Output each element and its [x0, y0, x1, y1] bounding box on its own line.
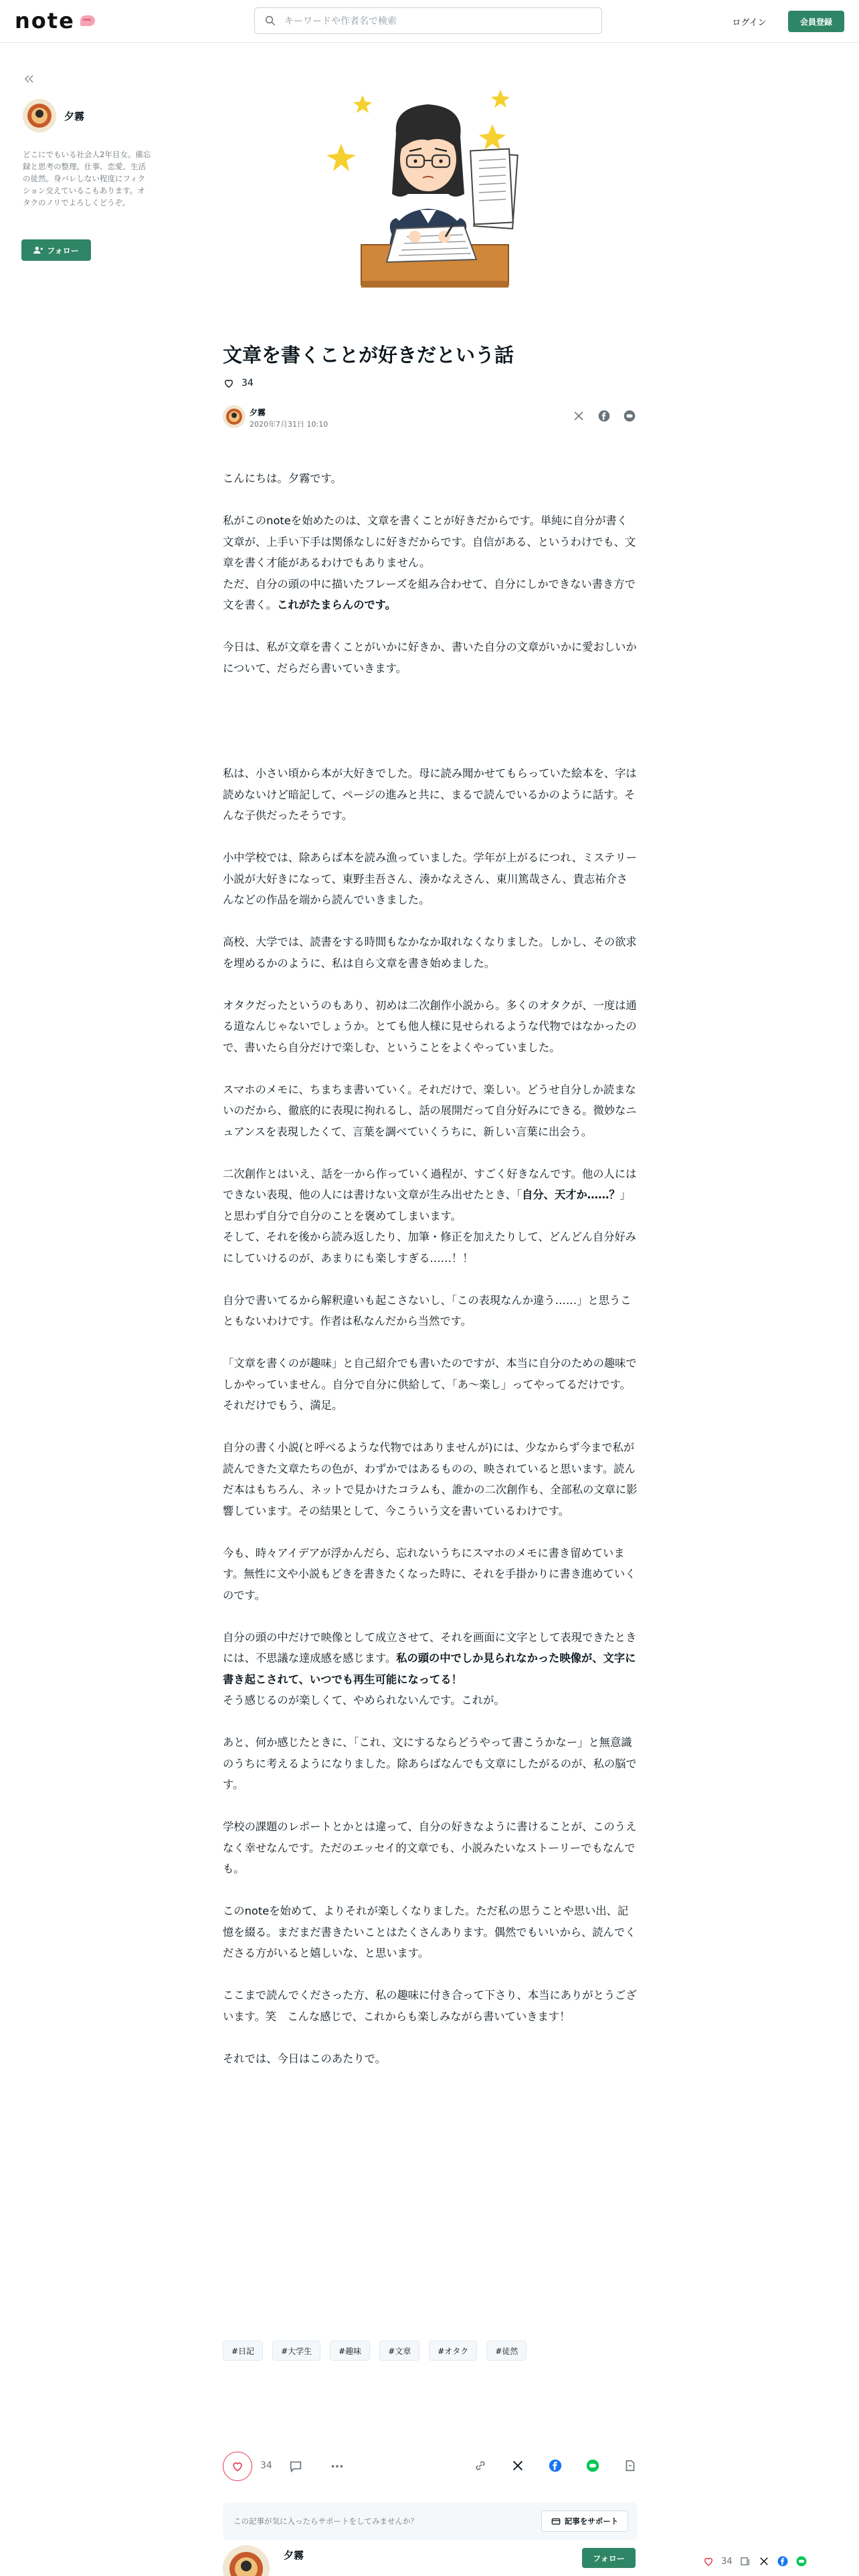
support-box [223, 2502, 638, 2540]
hero-illustration [321, 80, 542, 301]
collapse-sidebar-icon[interactable] [23, 72, 36, 86]
paragraph: スマホのメモに、ちまちま書いていく。それだけで、楽しい。どうせ自分しか読まないのだから、徹底的に表現に拘れるし、話の展開だって自分好みにできる。微妙なニュアンスを表現したくて、言葉を調べていくうちに、新しい言葉に出会う。 [223, 1083, 637, 1138]
hashtag[interactable]: #徒然 [486, 2341, 527, 2361]
more-options-icon[interactable] [330, 2459, 345, 2474]
paragraph: 「文章を書くのが趣味」と自己紹介でも書いたのですが、本当に自分のための趣味でしかやっていません。自分で自分に供給して、「あ〜楽し」ってやってるだけです。それだけでもう、満足。 [223, 1357, 637, 1412]
paragraph: 自分の書く小説(と呼べるような代物ではありませんが)には、少なからず今まで私が読んできた文章たちの色が、わずかではあるものの、映されていると思います。読んだ本はもちろん、ネットで見かけたコラムも、誰かの二次創作も、全部私の文章に影響しています。その結果として、今こういう文を書いているわけです。 [223, 1441, 638, 1517]
hashtag[interactable]: #大学生 [272, 2341, 320, 2361]
logo[interactable] [15, 9, 95, 32]
heart-icon [223, 377, 235, 389]
article-author-row [223, 405, 638, 432]
logo-mark-icon [80, 15, 95, 26]
line-share-icon[interactable] [585, 2458, 600, 2473]
author-name[interactable]: 夕霧 [250, 408, 266, 417]
signup-button[interactable]: 会員登録 [788, 11, 844, 32]
login-button[interactable]: ログイン [725, 11, 773, 32]
writing-paper-icon [387, 226, 476, 262]
bottom-author-name[interactable]: 夕霧 [284, 2549, 304, 2561]
bottom-author-avatar[interactable] [223, 2545, 270, 2576]
paragraph: 私は、小さい頃から本が大好きでした。母に読み聞かせてもらっていた絵本を、字は読めないけど暗記して、ページの進みと共に、まるで読んでいるかのように話す。そんな子供だったそうです。 [223, 767, 637, 822]
paragraph: このnoteを始めて、よりそれが楽しくなりました。ただ私の思うことや思い出、記憶を綴る。まだまだ書きたいことはたくさんあります。偶然でもいいから、読んでくださる方がいると嬉しいな、と思います。 [223, 1905, 636, 1959]
magazine-icon[interactable] [739, 2555, 751, 2567]
facebook-share-icon[interactable] [597, 409, 611, 423]
paragraph: ここまで読んでくださった方、私の趣味に付き合って下さり、本当にありがとうございます。笑 こんな感じで、これからも楽しみながら書いていきます！ [223, 1989, 637, 2023]
article-like-summary[interactable] [223, 377, 254, 389]
search-placeholder: キーワードや作者名で検索 [284, 16, 397, 27]
facebook-share-icon[interactable] [548, 2458, 563, 2473]
support-icon [551, 2516, 561, 2526]
article-title: 文章を書くことが好きだという話 [223, 344, 514, 366]
paragraph: 今日は、私が文章を書くことがいかに好きか、書いた自分の文章がいかに愛おしいかについて、だらだら書いていきます。 [223, 641, 637, 675]
support-button-label: 記事をサポート [564, 2516, 619, 2526]
floating-like-count: 34 [721, 2556, 733, 2567]
copy-link-icon[interactable] [473, 2458, 488, 2473]
line-share-icon[interactable] [623, 409, 636, 423]
line-share-icon[interactable] [795, 2555, 807, 2567]
paragraph: 高校、大学では、読書をする時間もなかなか取れなくなりました。しかし、その欲求を埋めるかのように、私は自ら文章を書き始めました。 [223, 936, 637, 970]
search-icon [264, 15, 276, 27]
paragraph: 学校の課題のレポートとかとは違って、自分の好きなように書けることが、このうえなく幸せなんです。ただのエッセイ的文章でも、小説みたいなストーリーでもなんでも。 [223, 1820, 637, 1875]
paragraph: こんにちは。夕霧です。 [223, 472, 342, 485]
heart-icon[interactable] [702, 2555, 714, 2567]
sparkle-icon [479, 124, 506, 150]
facebook-share-icon[interactable] [777, 2555, 789, 2567]
comment-icon[interactable] [288, 2459, 303, 2474]
x-share-icon[interactable] [572, 409, 585, 423]
author-avatar[interactable] [223, 405, 246, 428]
support-button[interactable] [541, 2510, 628, 2532]
hashtag[interactable]: #日記 [223, 2341, 263, 2361]
x-share-icon[interactable] [510, 2458, 525, 2473]
paragraph: あと、何か感じたときに、「これ、文にするならどうやって書こうかなー」と無意識のうちに考えるようになりました。除あらばなんでも文章にしたがるのが、私の脳です。 [223, 1736, 637, 1791]
like-button[interactable] [223, 2452, 252, 2481]
paper-stack-icon [470, 149, 518, 229]
hashtag[interactable]: #文章 [379, 2341, 419, 2361]
logo-text: note [15, 8, 75, 33]
hashtag[interactable]: #オタク [429, 2341, 477, 2361]
site-header [0, 0, 859, 43]
publish-date: 2020年7月31日 10:10 [250, 420, 328, 429]
paragraph: それでは、今日はこのあたりで。 [223, 2052, 386, 2065]
sparkle-icon [326, 144, 356, 171]
hashtag-list [223, 2341, 527, 2361]
sidebar-follow-label: フォロー [47, 245, 79, 255]
share-buttons-bottom [473, 2458, 638, 2473]
sidebar-bio: どこにでもいる社会人2年目女。備忘録と思考の整理。仕事、恋愛、生活の徒然。身バレしない程度にフィクション交えているこもあります。オタクのノリでよろしくどうぞ。 [23, 150, 151, 207]
paragraph: 二次創作とはいえ、話を一から作っていく過程が、すごく好きなんです。他の人にはできない表現、他の人には書けない文章が生み出せたとき、「自分、天才か……？」と思わず自分で自分のことを褒めてしまいます。 そして、それを後から読み返したり、加筆・修正を加えたりして、どんどん自分好みにしていけるのが、あまりにも楽しすぎる……！！ [223, 1167, 637, 1265]
sidebar-follow-button[interactable] [21, 239, 91, 261]
like-count: 34 [260, 2460, 272, 2471]
paragraph: 小中学校では、除あらば本を読み漁っていました。学年が上がるにつれ、ミステリー小説が大好きになって、東野圭吾さん、湊かなえさん、東川篤哉さん、貴志祐介さんなどの作品を端から読んでいきました。 [223, 851, 638, 906]
paragraph: オタクだったというのもあり、初めは二次創作小説から。多くのオタクが、一度は通る道なんじゃないでしょうか。とても他人様に見せられるような代物ではなかったので、書いたら自分だけで楽しむ、ということをよくやっていました。 [223, 998, 637, 1054]
paragraph: 今も、時々アイデアが浮かんだら、忘れないうちにスマホのメモに書き留めています。無性に文や小説もどきを書きたくなった時に、それを手掛かりに書き進めていくのです。 [223, 1546, 636, 1602]
support-prompt: この記事が気に入ったらサポートをしてみませんか？ [233, 2516, 418, 2526]
floating-action-bar [702, 2547, 859, 2576]
paragraph: 自分の頭の中だけで映像として成立させて、それを画面に文字として表現できたときには、不思議な達成感を感じます。私の頭の中でしか見られなかった映像が、文字に書き起こされて、いつでも再生可能になってる！ そう感じるのが楽しくて、やめられないんです。これが。 [223, 1630, 637, 1707]
search-input[interactable] [254, 7, 602, 34]
hashtag[interactable]: #趣味 [330, 2341, 370, 2361]
paragraph: 私がこのnoteを始めたのは、文章を書くことが好きだからです。単純に自分が書く文章が、上手い下手は関係なしに好きだからです。自信がある、というわけでも、文章を書く才能があるわけでもありません。 ただ、自分の頭の中に描いたフレーズを組み合わせて、自分にしかできない書き方で文を書く。これがたまらんのです。 [223, 514, 636, 611]
article-action-bar [223, 2452, 638, 2481]
share-export-icon[interactable] [623, 2458, 638, 2473]
share-buttons-top [572, 409, 636, 423]
paragraph: 自分で書いてるから解釈違いも起こさないし、「この表現なんか違う……」と思うこともないわけです。作者は私なんだから当然です。 [223, 1293, 632, 1327]
article-like-count: 34 [242, 378, 254, 389]
sidebar-avatar[interactable] [23, 99, 56, 132]
sparkle-icon [491, 90, 510, 108]
heart-icon [231, 2460, 244, 2473]
sparkle-icon [353, 95, 372, 113]
user-plus-icon [33, 245, 43, 255]
sidebar-author-name[interactable]: 夕霧 [64, 110, 85, 122]
bottom-follow-button[interactable]: フォロー [582, 2548, 636, 2568]
x-share-icon[interactable] [758, 2555, 770, 2567]
article-body [223, 468, 638, 2090]
